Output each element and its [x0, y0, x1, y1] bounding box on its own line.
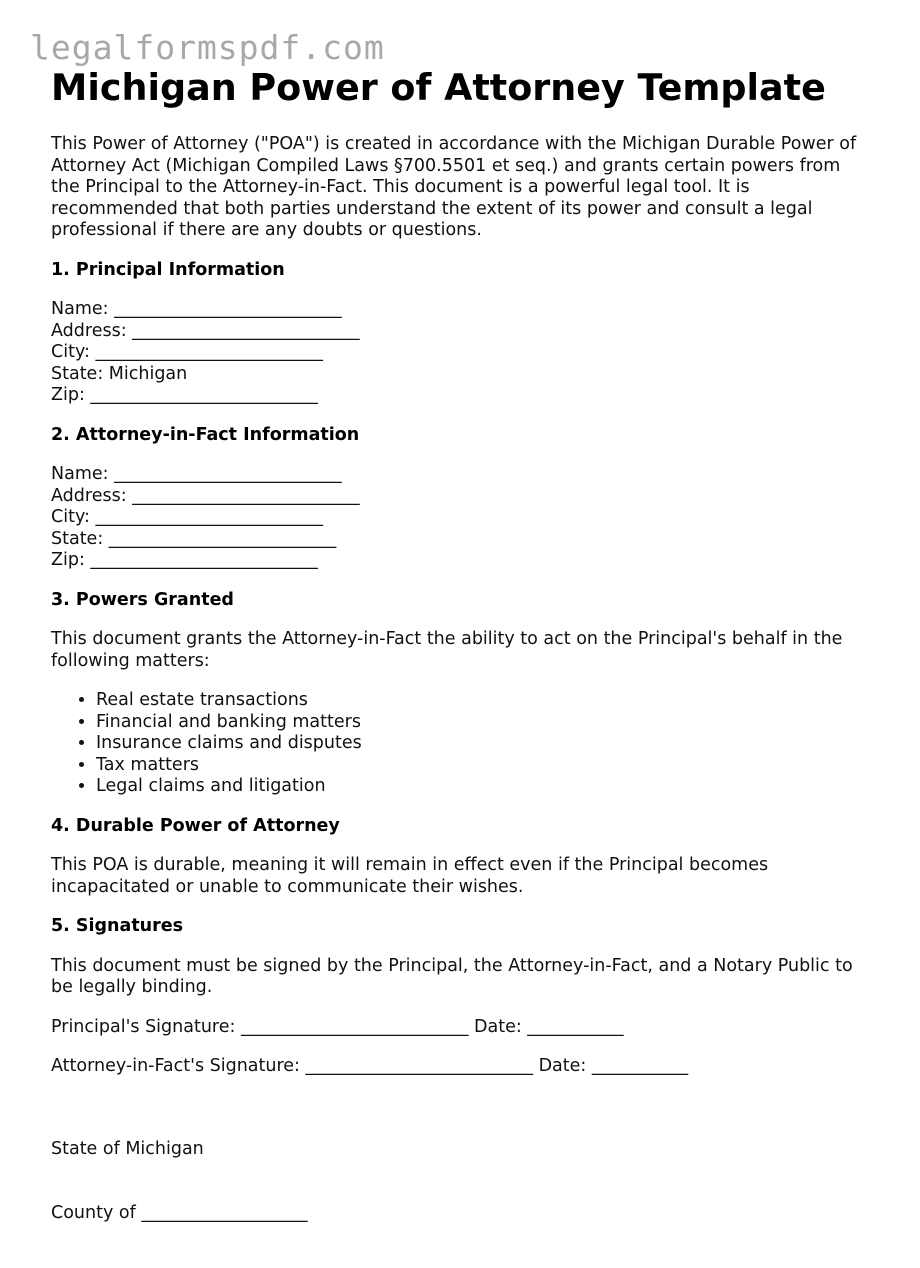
attorney-signature-line: Attorney-in-Fact's Signature: __________________________ Date: ___________ — [51, 1056, 689, 1076]
attorney-name-field: Name: __________________________ — [51, 464, 342, 484]
attorney-zip-field: Zip: __________________________ — [51, 550, 318, 570]
principal-city-field: City: __________________________ — [51, 342, 323, 362]
list-item: • Financial and banking matters — [96, 712, 871, 734]
notary-county-line: County of ___________________ — [51, 1203, 308, 1223]
attorney-address-field: Address: __________________________ — [51, 485, 360, 506]
list-item: • Real estate transactions — [96, 690, 871, 712]
principal-zip-field: Zip: __________________________ — [51, 385, 318, 405]
signatures-heading: 5. Signatures — [51, 916, 184, 936]
notary-block — [51, 1096, 871, 1268]
attorney-fields — [51, 464, 871, 572]
intro-paragraph: This Power of Attorney ("POA") is created in accordance with the Michigan Durable Power of Attorney Act (Michigan Compiled Laws §700.5501 et seq.) and grants certain powers from the Principal to the Attorney-in-Fact. This document is a powerful legal tool. It is recommended that both parties understand the extent of its power and consult a legal professional if there are any doubts or questions. — [51, 134, 857, 240]
attorney-heading: 2. Attorney-in-Fact Information — [51, 424, 360, 445]
powers-heading: 3. Powers Granted — [51, 589, 234, 610]
principal-heading: 1. Principal Information — [51, 259, 285, 280]
powers-paragraph: This document grants the Attorney-in-Fact the ability to act on the Principal's behalf in the following matters: — [51, 629, 843, 671]
attorney-city-field: City: __________________________ — [51, 507, 323, 527]
signatures-paragraph: This document must be signed by the Principal, the Attorney-in-Fact, and a Notary Public to be legally binding. — [51, 955, 853, 997]
powers-list — [51, 690, 871, 798]
list-item: • Insurance claims and disputes — [96, 733, 871, 755]
document-page — [51, 66, 871, 1268]
watermark: legalformspdf.com — [30, 28, 385, 67]
attorney-state-field: State: __________________________ — [51, 528, 337, 549]
notary-state-line: State of Michigan — [51, 1138, 204, 1159]
principal-state-field: State: Michigan — [51, 363, 188, 384]
list-item: • Legal claims and litigation — [96, 776, 871, 798]
principal-fields — [51, 299, 871, 407]
principal-address-field: Address: __________________________ — [51, 320, 360, 341]
durable-paragraph: This POA is durable, meaning it will remain in effect even if the Principal becomes incapacitated or unable to communicate their wishes. — [51, 855, 769, 897]
list-item: • Tax matters — [96, 755, 871, 777]
page-title: Michigan Power of Attorney Template — [51, 66, 826, 109]
durable-heading: 4. Durable Power of Attorney — [51, 815, 340, 836]
principal-signature-line: Principal's Signature: __________________________ Date: ___________ — [51, 1016, 624, 1037]
principal-name-field: Name: __________________________ — [51, 299, 342, 319]
